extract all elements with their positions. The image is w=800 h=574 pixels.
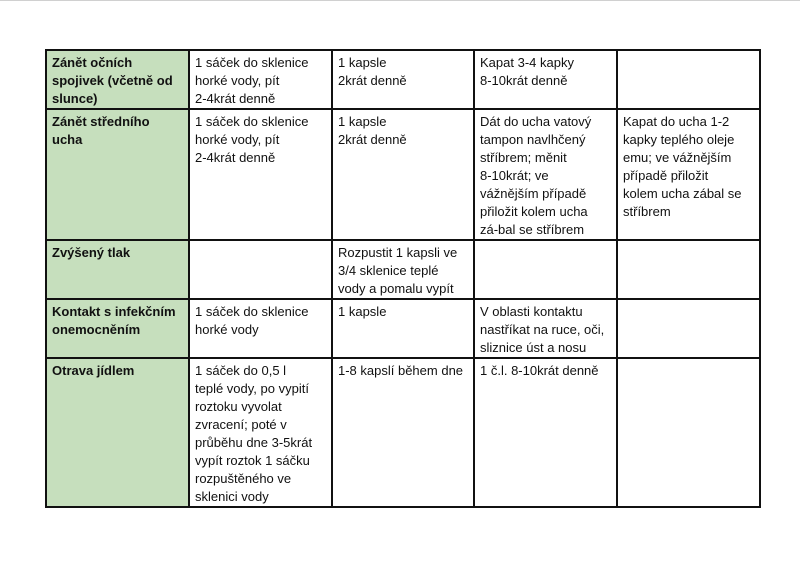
condition-cell: Zánět středního ucha (46, 109, 189, 240)
treatment-cell: Kapat do ucha 1-2 kapky teplého oleje emu; ve vážnějším případě přiložit kolem ucha zábal se stříbrem (617, 109, 760, 240)
condition-cell: Otrava jídlem (46, 358, 189, 507)
treatment-cell: Dát do ucha vatový tampon navlhčený stříbrem; měnit 8-10krát; ve vážnějším případě přiložit kolem ucha zá-bal se stříbrem (474, 109, 617, 240)
condition-cell: Zánět očních spojivek (včetně od slunce) (46, 50, 189, 109)
treatment-cell: 1-8 kapslí během dne (332, 358, 474, 507)
treatment-cell (617, 358, 760, 507)
treatment-cell: 1 kapsle 2krát denně (332, 109, 474, 240)
treatment-cell: V oblasti kontaktu nastříkat na ruce, oči, sliznice úst a nosu (474, 299, 617, 358)
condition-cell: Kontakt s infekčním onemocněním (46, 299, 189, 358)
treatment-cell: 1 sáček do sklenice horké vody, pít 2-4krát denně (189, 109, 332, 240)
condition-cell: Zvýšený tlak (46, 240, 189, 299)
treatment-cell: 1 kapsle (332, 299, 474, 358)
table-row (46, 299, 760, 358)
table-row (46, 358, 760, 507)
treatment-cell: 1 sáček do sklenice horké vody, pít 2-4krát denně (189, 50, 332, 109)
treatment-cell: Rozpustit 1 kapsli ve 3/4 sklenice teplé vody a pomalu vypít (332, 240, 474, 299)
treatment-cell (617, 299, 760, 358)
treatment-cell: 1 č.l. 8-10krát denně (474, 358, 617, 507)
table-row (46, 109, 760, 240)
treatment-cell (474, 240, 617, 299)
treatment-cell (189, 240, 332, 299)
treatment-cell: 1 kapsle 2krát denně (332, 50, 474, 109)
treatment-cell (617, 50, 760, 109)
treatment-cell: 1 sáček do sklenice horké vody (189, 299, 332, 358)
table-row (46, 50, 760, 109)
treatment-cell: Kapat 3-4 kapky 8-10krát denně (474, 50, 617, 109)
treatment-cell: 1 sáček do 0,5 l teplé vody, po vypití roztoku vyvolat zvracení; poté v průběhu dne 3-5krát vypít roztok 1 sáčku rozpuštěného ve sklenici vody (189, 358, 332, 507)
treatment-table (45, 49, 761, 508)
table-row (46, 240, 760, 299)
treatment-cell (617, 240, 760, 299)
